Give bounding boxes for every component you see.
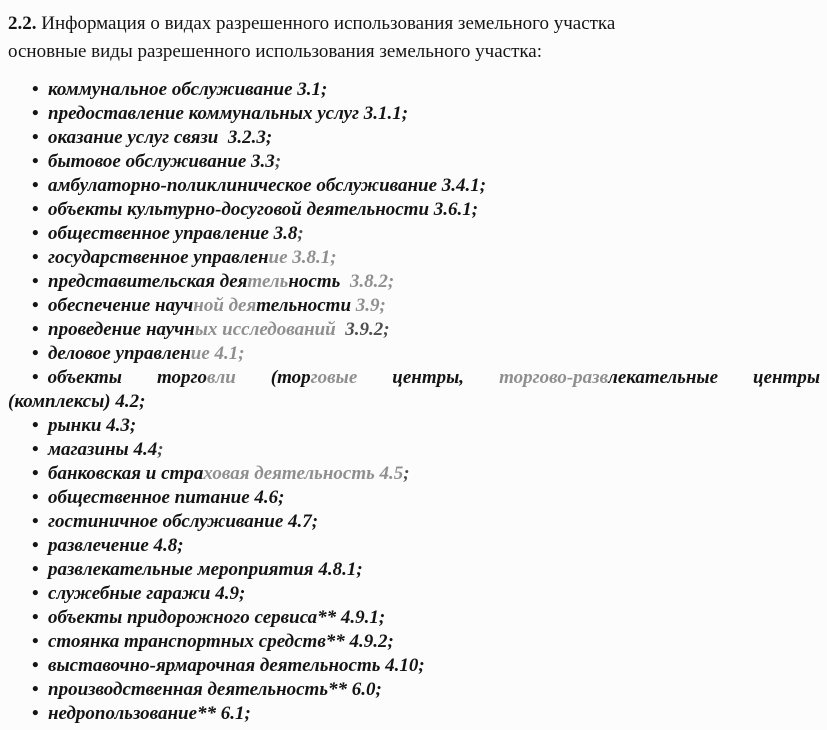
list-item — [8, 366, 820, 414]
list-item-text — [48, 127, 272, 148]
list-item — [8, 414, 820, 438]
list-item — [8, 294, 820, 318]
bullet-icon: • — [32, 535, 39, 556]
list-item — [8, 246, 820, 270]
list-item — [8, 102, 820, 126]
list-item — [8, 678, 820, 702]
list-item-text — [48, 223, 304, 244]
list-item-text — [48, 583, 245, 604]
list-item — [8, 318, 820, 342]
list-item — [8, 462, 820, 486]
bullet-icon: • — [32, 631, 39, 652]
list-item — [8, 222, 820, 246]
list-item-text-segment: тель — [247, 271, 289, 292]
list-item-text-segment: коммунальное обслуживание 3.1; — [48, 79, 328, 100]
list-item-text-segment: (тор — [235, 367, 311, 388]
list-item-text — [48, 559, 363, 580]
list-item — [8, 654, 820, 678]
list-item — [8, 438, 820, 462]
bullet-icon: • — [32, 511, 39, 532]
bullet-icon: • — [32, 271, 39, 292]
list-item — [8, 486, 820, 510]
list-item-text-segment: объекты придорожного сервиса** 4.9.1; — [48, 607, 386, 628]
bullet-icon: • — [32, 151, 39, 172]
bullet-icon: • — [32, 655, 39, 676]
list-item-text-segment: обеспечение науч — [48, 295, 194, 316]
list-item-text-segment: общественное управление 3.8 — [48, 223, 298, 244]
list-item-text-segment: банковская и стра — [48, 463, 204, 484]
bullet-icon: • — [32, 415, 39, 436]
list-item-text-segment: вли — [207, 367, 236, 388]
list-item — [8, 78, 820, 102]
list-item-text — [48, 655, 425, 676]
list-item-text-segment: ной дея — [193, 295, 257, 316]
list-item-text-segment: ие 4.1; — [190, 343, 245, 364]
list-item-text-segment: ховая деятельность 4.5 — [203, 463, 404, 484]
list-item — [8, 606, 820, 630]
list-item-text — [48, 703, 251, 724]
list-item — [8, 534, 820, 558]
list-item-text-segment: ; — [157, 439, 164, 460]
list-item-text-segment: служебные гаражи 4.9; — [48, 583, 246, 604]
list-item-line2 — [8, 390, 820, 414]
list-item-text-segment: оказание услуг связи 3.2.3; — [48, 127, 273, 148]
list-item — [8, 270, 820, 294]
list-item — [8, 702, 820, 726]
list-item-text-segment: ; — [403, 463, 410, 484]
list-item-text-segment: амбулаторно-поликлиническое обслуживание 3.4.1; — [48, 175, 487, 196]
list-item — [8, 558, 820, 582]
list-item-text-segment: 3.9.2; — [335, 319, 390, 340]
list-item-text-segment: центры, — [357, 367, 500, 388]
list-item-text — [48, 103, 408, 124]
list-item-text-segment: ых исследований — [194, 319, 336, 340]
list-item-text-segment: проведение научн — [48, 319, 195, 340]
list-item-text-segment: ; — [274, 151, 282, 172]
list-item-text-segment: магазины 4.4 — [48, 439, 158, 460]
bullet-icon: • — [32, 247, 39, 268]
list-item-text — [48, 319, 390, 340]
bullet-icon: • — [32, 295, 39, 316]
list-item-text — [48, 535, 184, 556]
bullet-icon: • — [32, 343, 39, 364]
list-item — [8, 150, 820, 174]
list-item-text-segment: ность — [288, 271, 341, 292]
list-item-text-segment: 3.9; — [351, 295, 386, 316]
list-item-text — [48, 463, 410, 484]
list-item-text-segment: объекты торго — [47, 367, 207, 388]
list-item-text-segment: предоставление коммунальных услуг 3.1.1; — [48, 103, 409, 124]
list-item-text — [48, 199, 478, 220]
bullet-icon: • — [32, 175, 39, 196]
list-item-text — [48, 487, 284, 508]
list-item-text — [48, 295, 386, 316]
list-item-text — [48, 415, 136, 436]
list-item-line1 — [8, 366, 820, 390]
bullet-icon: • — [32, 439, 39, 460]
bullet-icon: • — [32, 127, 39, 148]
list-item-text-segment: объекты культурно-досуговой деятельности 3.6.1; — [48, 199, 479, 220]
bullet-icon: • — [32, 703, 39, 724]
bullet-icon: • — [32, 607, 39, 628]
list-item — [8, 198, 820, 222]
list-item-text-segment: производственная деятельность** 6.0; — [48, 679, 382, 700]
list-item-text-segment: ие 3.8.1; — [268, 247, 337, 268]
list-item-text-segment: торгово-разв — [499, 367, 609, 388]
bullet-icon: • — [32, 463, 39, 484]
bullet-icon: • — [32, 559, 39, 580]
list-item-text — [48, 79, 327, 100]
list-item-text — [48, 679, 382, 700]
list-item — [8, 174, 820, 198]
list-item-text — [48, 607, 385, 628]
bullet-icon: • — [32, 367, 39, 388]
list-item — [8, 342, 820, 366]
list-item-text-segment: развлекательные мероприятия 4.8.1; — [48, 559, 363, 580]
list-item-text — [48, 631, 394, 652]
list-item-text — [48, 511, 318, 532]
section-number: 2.2. — [8, 13, 37, 34]
list-item-text-segment: гостиничное обслуживание 4.7; — [48, 511, 319, 532]
list-item — [8, 510, 820, 534]
list-item-text-segment: государственное управлен — [48, 247, 269, 268]
bullet-icon: • — [32, 679, 39, 700]
list-item-text — [48, 343, 245, 364]
list-item-text-segment: представительская дея — [48, 271, 248, 292]
bullet-icon: • — [32, 583, 39, 604]
list-item-text-segment: 3.8.2; — [340, 271, 395, 292]
list-item — [8, 630, 820, 654]
bullet-icon: • — [32, 103, 39, 124]
list-item-text-segment: развлечение 4.8; — [48, 535, 184, 556]
section-title: Информация о видах разрешенного использования земельного участка — [41, 13, 616, 34]
bullet-icon: • — [32, 223, 39, 244]
bullet-icon: • — [32, 199, 39, 220]
list-item-text-segment: недропользование** 6.1; — [48, 703, 251, 724]
bullet-icon: • — [32, 79, 39, 100]
list-item-text-segment: рынки 4.3; — [48, 415, 137, 436]
list-item-text — [48, 247, 337, 268]
list-item-text-segment: деловое управлен — [48, 343, 191, 364]
bullet-icon: • — [32, 319, 39, 340]
bullet-icon: • — [32, 487, 39, 508]
list-item-text-segment: выставочно-ярмарочная деятельность 4.10; — [48, 655, 425, 676]
list-item-text-segment: ; — [297, 223, 304, 244]
list-item-text-segment: тельности — [256, 295, 352, 316]
list-item-text-segment: общественное питание 4.6; — [48, 487, 285, 508]
list-item-text-segment: говые — [310, 367, 358, 388]
list-item-text-segment: стоянка транспортных средств** 4.9.2; — [48, 631, 394, 652]
list-item-text — [48, 439, 164, 460]
list-item-text-segment: лекательные центры — [608, 367, 821, 388]
list-item — [8, 126, 820, 150]
section-heading — [8, 10, 820, 38]
list-item-text — [48, 175, 486, 196]
list-item-text-segment: бытовое обслуживание 3.3 — [48, 151, 275, 172]
list-item-text-segment: (комплексы) 4.2; — [8, 391, 146, 412]
list-item-text — [48, 271, 394, 292]
list-item-text — [48, 151, 281, 172]
list-item — [8, 582, 820, 606]
permitted-use-list — [8, 78, 820, 726]
list-intro: основные виды разрешенного использования земельного участка: — [8, 41, 543, 62]
